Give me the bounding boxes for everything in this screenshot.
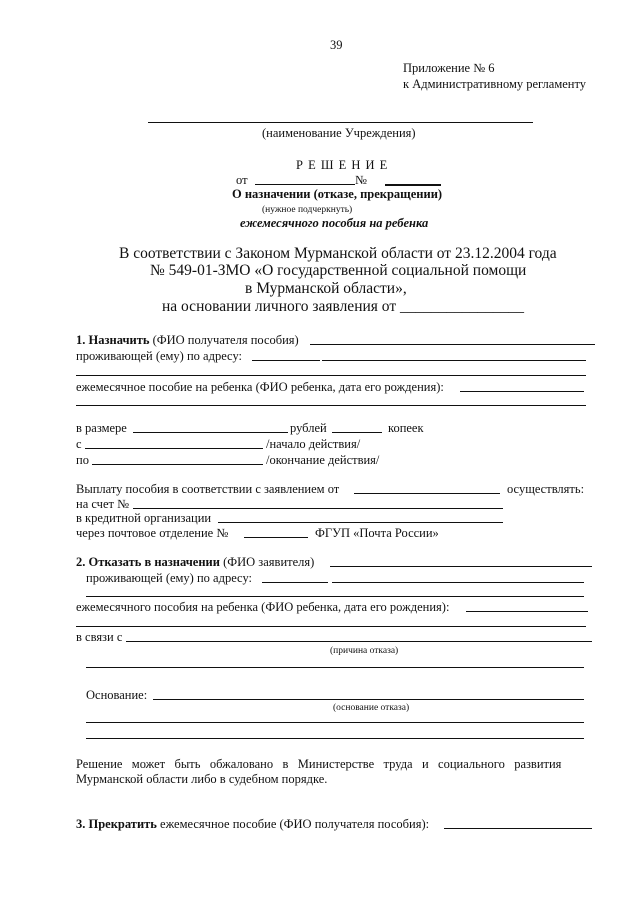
section1-post-line: [244, 537, 308, 538]
decision-title: Р Е Ш Е Н И Е: [296, 158, 389, 172]
section1-rub-label: рублей: [290, 421, 327, 435]
section2-child-line-2: [76, 626, 586, 627]
section2-address-line-2: [86, 596, 584, 597]
decision-date-line: [255, 184, 355, 185]
section3-heading: 3. Прекратить: [76, 817, 157, 831]
institution-caption: (наименование Учреждения): [262, 126, 416, 140]
section1-to-label: по: [76, 453, 89, 467]
section3-text: ежемесячное пособие (ФИО получателя пособия):: [160, 817, 430, 831]
section2-basis-line: [153, 699, 584, 700]
section3-line: [444, 828, 592, 829]
section1-child-label: ежемесячное пособие на ребенка (ФИО ребенка, дата его рождения):: [76, 380, 444, 394]
section1-implement-label: осуществлять:: [507, 482, 585, 496]
section1-rub-line: [133, 432, 288, 433]
section1-from-label: с: [76, 437, 82, 451]
section1-bank-label: в кредитной организации: [76, 511, 212, 525]
section1-recipient-row: [76, 333, 299, 347]
page-number: 39: [330, 38, 343, 52]
section1-kop-label: копеек: [388, 421, 424, 435]
section2-applicant-row: [76, 555, 314, 569]
appendix-line-2: к Административному регламенту: [403, 77, 587, 91]
section1-address-line-a: [252, 360, 320, 361]
section1-bank-line: [218, 522, 503, 523]
section2-reason-caption: (причина отказа): [330, 646, 399, 656]
preamble-line-3: в Мурманской области»,: [245, 280, 407, 297]
institution-line: [148, 122, 533, 123]
appeal-line-2: Мурманской области либо в судебном порядке.: [76, 772, 328, 786]
section1-start-label: /начало действия/: [266, 437, 361, 451]
section2-child-line: [466, 611, 588, 612]
section2-reason-line-2: [86, 667, 584, 668]
section1-child-line-2: [76, 405, 586, 406]
section1-payment-label: Выплату пособия в соответствии с заявлением от: [76, 482, 340, 496]
appeal-line-1: Решение может быть обжаловано в Министерстве труда и социального развития: [76, 757, 562, 771]
section1-recipient-line: [310, 344, 595, 345]
section2-reason-line: [126, 641, 592, 642]
section1-kop-line: [332, 432, 382, 433]
section2-address-label: проживающей (ему) по адресу:: [86, 571, 252, 585]
decision-from-label: от: [236, 173, 248, 187]
section2-applicant-line: [330, 566, 592, 567]
section1-account-label: на счет №: [76, 497, 130, 511]
section2-basis-caption: (основание отказа): [333, 703, 410, 713]
decision-number-label: №: [355, 173, 367, 187]
section1-post-org: ФГУП «Почта России»: [315, 526, 439, 540]
section2-address-line-b: [332, 582, 584, 583]
section1-address-label: проживающей (ему) по адресу:: [76, 349, 242, 363]
decision-number-line: [385, 184, 441, 186]
section1-address-line-2: [76, 375, 586, 376]
section2-heading: 2. Отказать в назначении: [76, 555, 220, 569]
appendix-line-1: Приложение № 6: [403, 61, 495, 75]
section2-basis-line-3: [86, 738, 584, 739]
section1-end-label: /окончание действия/: [266, 453, 380, 467]
section2-reason-prefix: в связи с: [76, 630, 123, 644]
section2-address-line-a: [262, 582, 328, 583]
section2-basis-line-2: [86, 722, 584, 723]
section1-post-label: через почтовое отделение №: [76, 526, 229, 540]
section3-row: [76, 817, 429, 831]
preamble-line-1: В соответствии с Законом Мурманской области от 23.12.2004 года: [119, 245, 557, 262]
section2-child-label: ежемесячного пособия на ребенка (ФИО ребенка, дата его рождения):: [76, 600, 450, 614]
section1-recipient-label: (ФИО получателя пособия): [152, 333, 299, 347]
section1-child-line: [460, 391, 584, 392]
section1-amount-label: в размере: [76, 421, 127, 435]
preamble-line-2: № 549-01-ЗМО «О государственной социальной помощи: [150, 262, 527, 279]
section1-address-line-b: [322, 360, 586, 361]
decision-hint: (нужное подчеркнуть): [262, 205, 353, 215]
section1-end-line: [92, 464, 263, 465]
section1-heading: 1. Назначить: [76, 333, 150, 347]
preamble-line-4: на основании личного заявления от ________________: [162, 298, 524, 315]
section2-applicant-label: (ФИО заявителя): [223, 555, 315, 569]
decision-subject: О назначении (отказе, прекращении): [232, 187, 443, 201]
section1-payment-date-line: [354, 493, 500, 494]
section2-basis-label: Основание:: [86, 688, 148, 702]
decision-benefit: ежемесячного пособия на ребенка: [240, 216, 429, 230]
section1-account-line: [133, 508, 503, 509]
section1-start-line: [85, 448, 263, 449]
